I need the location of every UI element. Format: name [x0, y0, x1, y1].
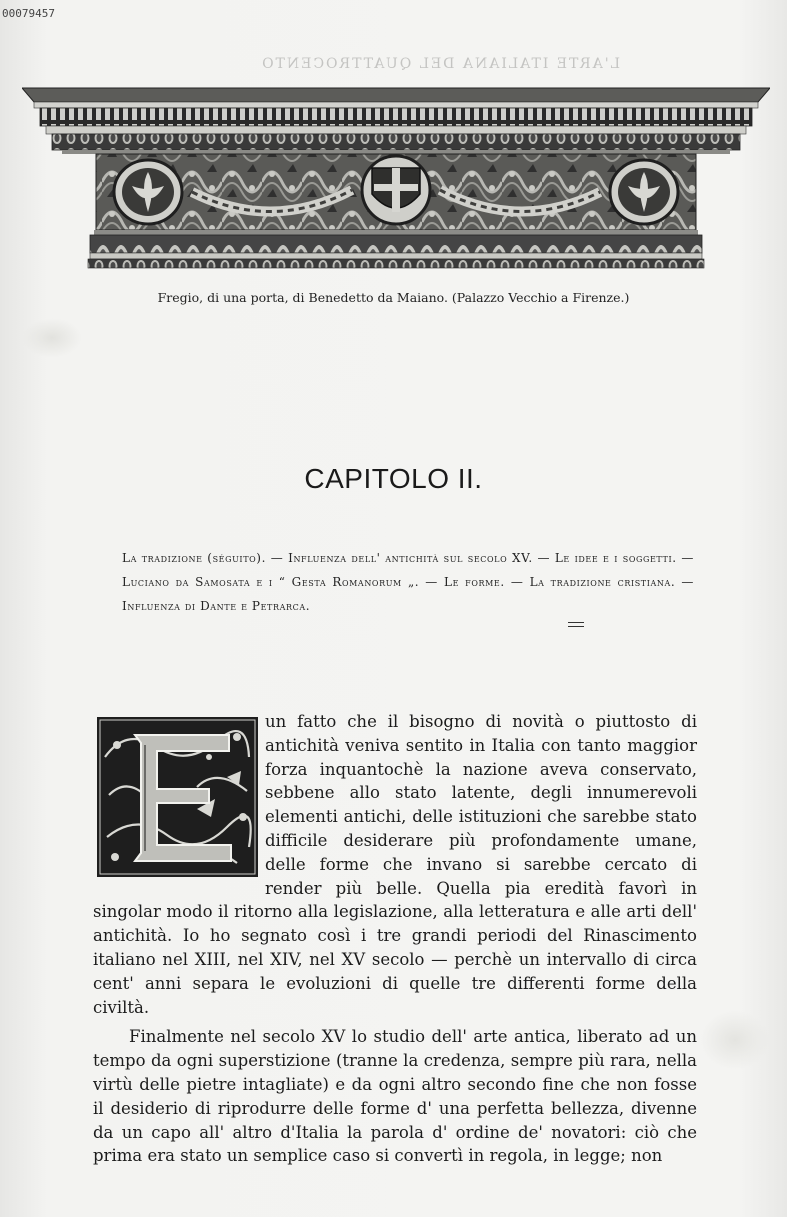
body-text — [93, 710, 697, 1168]
chapter-title: CAPITOLO II. — [304, 463, 483, 494]
summary-divider — [568, 622, 584, 627]
show-through-header: L'ARTE ITALIANA DEL QUATTROCENTO — [260, 56, 620, 72]
figure-caption: Fregio, di una porta, di Benedetto da Maiano. (Palazzo Vecchio a Firenze.) — [157, 290, 630, 305]
scan-id: 00079457 — [2, 7, 55, 20]
paper-stain — [700, 1010, 770, 1070]
frieze-illustration — [22, 82, 770, 272]
dropcap-space — [93, 710, 265, 877]
paper-stain — [22, 318, 82, 358]
paragraph-2: Finalmente nel secolo XV lo studio dell' arte antica, liberato ad un tempo da ogni superstizione (tranne la credenza, sempre più rara, nella virtù delle pietre intagliate) e da ogni altro secondo fine che non fosse il desiderio di riprodurre delle forme d' una perfetta bellezza, divenne da un capo all' altro d'Italia la parola d' ordine de' novatori: ciò che prima era stato un semplice caso si convertì in regola, in legge; non — [93, 1027, 697, 1166]
chapter-summary: La tradizione (séguito). — Influenza dell' antichità sul secolo XV. — Le idee e i soggetti. — Luciano da Samosata e i “ Gesta Romanorum „. — Le forme. — La tradizione cristiana. — Influenza di Dante e Petrarca. — [122, 551, 694, 613]
paragraph-1: un fatto che il bisogno di novità o piuttosto di antichità veniva sentito in Italia con tanto maggior forza inquantochè la nazione aveva conservato, sebbene allo stato latente, degli innumerevoli elementi antichi, delle istituzioni che sarebbe stato difficile desiderare più profondamente umane, delle forme che invano si sarebbe cercato di render più belle. Quella pia eredità favorì in singolar modo il ritorno alla legislazione, alla letteratura e alle arti dell' antichità. Io ho segnato così i tre grandi periodi del Rinascimento italiano nel XIII, nel XIV, nel XV secolo — perchè un intervallo di circa cent' anni separa le evoluzioni di quelle tre differenti forme della civiltà. — [93, 712, 697, 1017]
